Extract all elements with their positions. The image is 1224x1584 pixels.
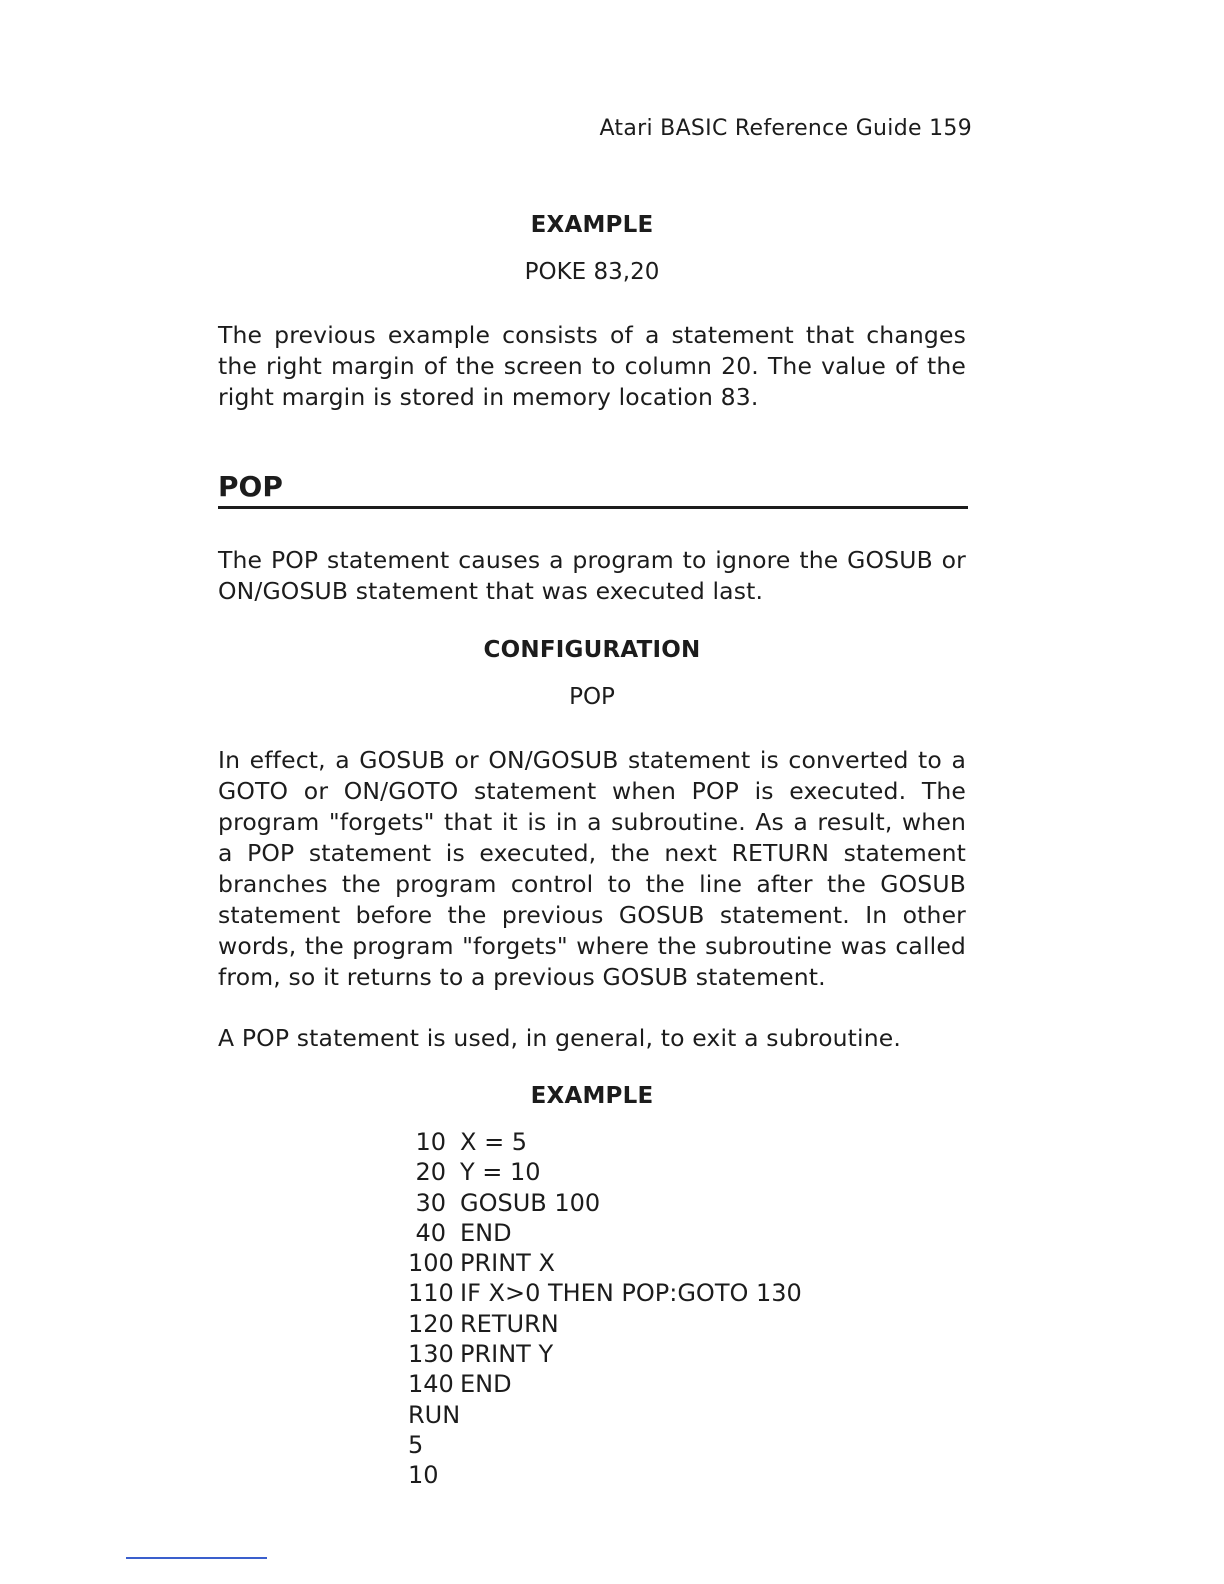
program-line xyxy=(408,1339,848,1369)
line-number: 100 xyxy=(408,1249,454,1278)
program-output-line xyxy=(408,1430,848,1460)
pop-effect-paragraph: In effect, a GOSUB or ON/GOSUB statement is converted to a GOTO or ON/GOTO statement when POP is executed. The program "forgets" that it is in a subroutine. As a result, when a POP statement is executed, the next RETURN statement branches the program control to the line after the GOSUB statement before the previous GOSUB statement. In other words, the program "forgets" where the subroutine was called from, so it returns to a previous GOSUB statement. xyxy=(218,746,966,991)
program-line xyxy=(408,1248,848,1278)
program-line xyxy=(408,1188,848,1218)
running-head: Atari BASIC Reference Guide 159 xyxy=(599,116,972,141)
line-number: 110 xyxy=(408,1279,454,1308)
configuration-heading: CONFIGURATION xyxy=(483,637,701,663)
pop-usage-paragraph: A POP statement is used, in general, to exit a subroutine. xyxy=(218,1024,901,1052)
output-text: 10 xyxy=(408,1461,439,1490)
program-line xyxy=(408,1369,848,1399)
program-output-line xyxy=(408,1460,848,1490)
line-number: 120 xyxy=(408,1309,454,1338)
output-text: 5 xyxy=(408,1430,424,1459)
line-statement: RETURN xyxy=(460,1309,559,1338)
line-statement: END xyxy=(460,1370,512,1399)
pop-example-heading: EXAMPLE xyxy=(530,1083,654,1109)
program-line xyxy=(408,1218,848,1248)
example-heading: EXAMPLE xyxy=(530,212,654,238)
line-statement: X = 5 xyxy=(460,1128,528,1156)
line-number: 30 xyxy=(415,1188,446,1217)
program-line xyxy=(408,1278,848,1308)
line-statement: IF X>0 THEN POP:GOTO 130 xyxy=(460,1279,802,1308)
program-listing xyxy=(408,1127,848,1491)
pop-intro-paragraph: The POP statement causes a program to ignore the GOSUB or ON/GOSUB statement that was executed last. xyxy=(218,546,966,605)
line-number: 20 xyxy=(415,1158,446,1187)
section-title: POP xyxy=(218,470,283,503)
line-number: 130 xyxy=(408,1340,454,1369)
output-text: RUN xyxy=(408,1400,461,1429)
program-output-line xyxy=(408,1400,848,1430)
line-number: 140 xyxy=(408,1370,454,1399)
configuration-code: POP xyxy=(569,684,615,710)
program-line xyxy=(408,1157,848,1187)
program-line xyxy=(408,1309,848,1339)
line-statement: GOSUB 100 xyxy=(460,1188,601,1217)
line-statement: PRINT Y xyxy=(460,1340,554,1369)
footer-rule xyxy=(126,1557,267,1559)
line-statement: PRINT X xyxy=(460,1249,555,1278)
line-number: 10 xyxy=(415,1128,446,1156)
line-statement: Y = 10 xyxy=(460,1158,541,1187)
line-number: 40 xyxy=(415,1218,446,1247)
pop-section-heading xyxy=(218,470,968,509)
line-statement: END xyxy=(460,1218,512,1247)
poke-example-code: POKE 83,20 xyxy=(524,259,660,285)
poke-explanation-paragraph: The previous example consists of a statement that changes the right margin of the screen to column 20. The value of the right margin is stored in memory location 83. xyxy=(218,321,966,411)
program-line xyxy=(408,1127,848,1157)
